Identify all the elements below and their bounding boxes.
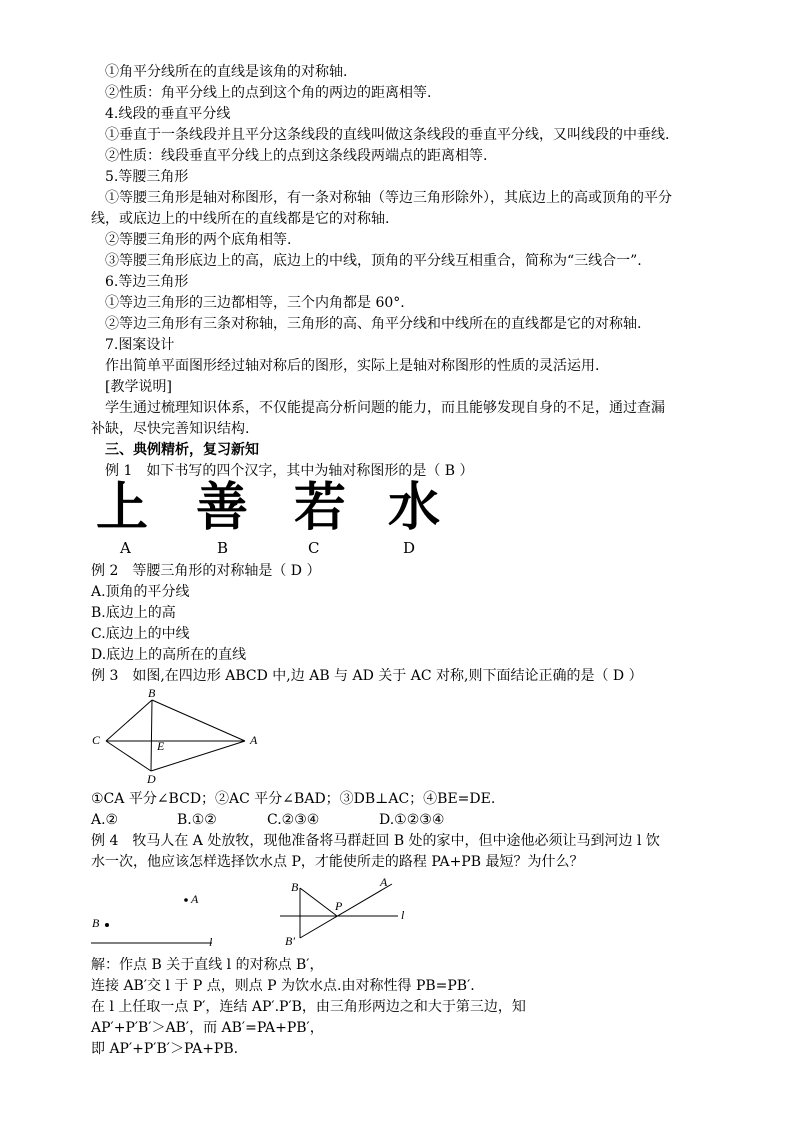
answer-option: A.顶角的平分线 [91, 584, 190, 600]
option-label: A [120, 539, 131, 557]
example-question: 例 2 等腰三角形的对称轴是（ D ） [91, 563, 321, 579]
point-label: B [148, 686, 156, 700]
section-heading: 5.等腰三角形 [105, 169, 189, 185]
answer-option: B.底边上的高 [91, 605, 176, 621]
point-label: E [157, 739, 165, 753]
point-label: B′ [285, 934, 295, 948]
text-line: 学生通过梳理知识体系，不仅能提高分析问题的能力，而且能够发现自身的不足，通过查漏 [105, 400, 665, 416]
text-line: ②等腰三角形的两个底角相等. [105, 232, 292, 248]
note-heading: [教学说明] [105, 379, 172, 395]
option-label: D [403, 539, 416, 557]
text-line: ①垂直于一条线段并且平分这条线段的直线叫做这条线段的垂直平分线，又叫线段的中垂线. [105, 127, 670, 143]
point-label: l [401, 908, 405, 922]
example-question: 例 4 牧马人在 A 处放牧，现他准备将马群赶回 B 处的家中，但中途他必须让马到河边 l 饮 [91, 833, 660, 849]
point-label: D [147, 772, 156, 786]
example-question: 水一次，他应该怎样选择饮水点 P，才能使所走的路程 PA+PB 最短？为什么？ [91, 854, 584, 870]
section-heading: 6.等边三角形 [105, 274, 189, 290]
text-line: ③等腰三角形底边上的高，底边上的中线，顶角的平分线互相重合，简称为“三线合一”. [105, 253, 642, 269]
text-line: 作出简单平面图形经过轴对称后的图形，实际上是轴对称图形的性质的灵活运用. [105, 358, 600, 374]
point-label: P [335, 899, 343, 913]
point-label: A [250, 733, 258, 747]
section-heading: 三、典例精析，复习新知 [105, 442, 259, 458]
solution-line: 在 l 上任取一点 P′，连结 AP′.P′B，由三角形两边之和大于第三边，知 [91, 999, 526, 1015]
solution-line: 即 AP′+P′B′＞PA+PB. [91, 1041, 239, 1057]
text-line: 线，或底边上的中线所在的直线都是它的对称轴. [91, 211, 390, 227]
point-label: B [291, 880, 299, 894]
section-heading: 4.线段的垂直平分线 [105, 106, 231, 122]
text-line: 补缺，尽快完善知识结构. [91, 421, 250, 437]
solution-line: 解：作点 B 关于直线 l 的对称点 B′， [91, 957, 324, 973]
section-heading: 7.图案设计 [105, 337, 175, 353]
choice: B.①② [177, 812, 217, 828]
point-label: l [209, 935, 213, 949]
example-question: 例 3 如图,在四边形 ABCD 中,边 AB 与 AD 关于 AC 对称,则下面结论正确的是（ D ） [91, 668, 643, 684]
choice: D.①②③④ [379, 812, 445, 828]
solution-line: 连接 AB′交 l 于 P 点，则点 P 为饮水点.由对称性得 PB=PB′. [91, 978, 475, 994]
text-line: ①等边三角形的三边都相等，三个内角都是 60°. [105, 295, 405, 311]
answer-option: C.底边上的中线 [91, 626, 190, 642]
point-b [105, 923, 109, 927]
hanzi-option: 若 [294, 478, 347, 538]
hanzi-option: 善 [196, 478, 249, 538]
text-line: ①等腰三角形是轴对称图形，有一条对称轴（等边三角形除外），其底边上的高或顶角的平分 [105, 190, 672, 206]
text-line: ②等边三角形有三条对称轴，三角形的高、角平分线和中线所在的直线都是它的对称轴. [105, 316, 642, 332]
hanzi-option: 上 [96, 478, 149, 538]
point-label: A [191, 892, 199, 906]
option-label: C [308, 539, 320, 557]
text-line: ①角平分线所在的直线是该角的对称轴. [105, 64, 348, 80]
solution-line: AP′+P′B′＞AB′，而 AB′=PA+PB′， [91, 1020, 324, 1036]
statements-line: ①CA 平分∠BCD；②AC 平分∠BAD；③DB⊥AC；④BE=DE. [91, 791, 496, 807]
answer-option: D.底边上的高所在的直线 [91, 647, 247, 663]
choice: A.② [91, 812, 119, 828]
point-a [184, 898, 188, 902]
point-label: C [92, 733, 101, 747]
text-line: ②性质：线段垂直平分线上的点到这条线段两端点的距离相等. [105, 148, 488, 164]
option-label: B [217, 539, 229, 557]
quadrilateral-abcd [106, 700, 245, 771]
choice: C.②③④ [267, 812, 320, 828]
example-question: 例 1 如下书写的四个汉字，其中为轴对称图形的是（ B ） [105, 463, 474, 479]
text-line: ②性质：角平分线上的点到这个角的两边的距离相等. [105, 85, 432, 101]
point-label: B [92, 916, 100, 930]
hanzi-option: 水 [388, 478, 441, 538]
point-label: A [380, 875, 388, 889]
